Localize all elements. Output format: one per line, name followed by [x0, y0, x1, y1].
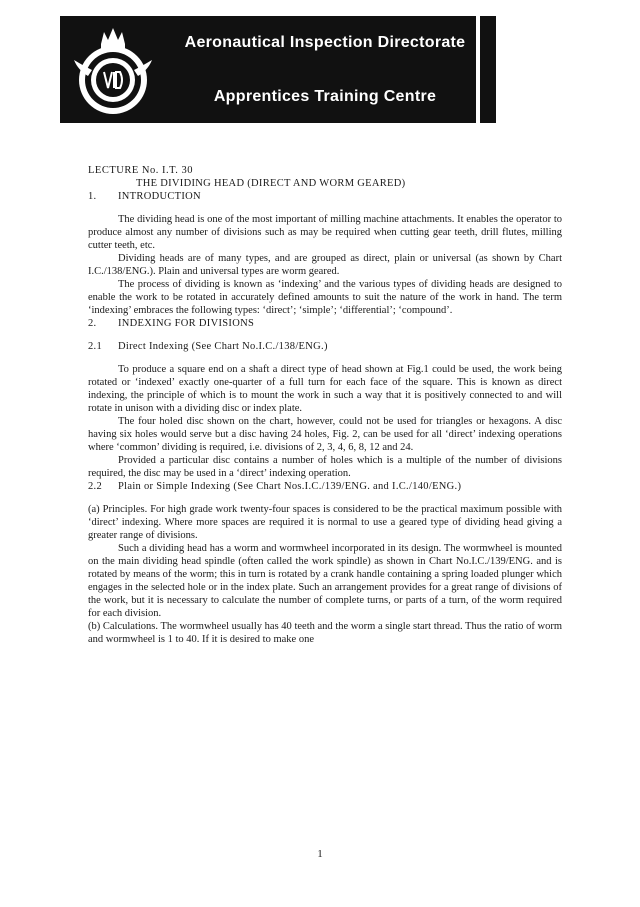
document-title: THE DIVIDING HEAD (DIRECT AND WORM GEARED) [136, 178, 406, 189]
paragraph: To produce a square end on a shaft a direct type of head shown at Fig.1 could be used, the work being rotated or ‘indexed’ exactly one-quarter of a full turn for each face of the square. This is known as direct indexing, the principle of which is to mount the work in such a way that it is positively connected to and will rotate in unison with a dividing disc or index plate. [88, 364, 562, 414]
paragraph: Such a dividing head has a worm and wormwheel incorporated in its design. The wormwheel is mounted on the main dividing head spindle (often called the work spindle) as shown in Chart No.I.C./139/ENG. and is rotated by means of the worm; this in turn is rotated by a crank handle containing a spring loaded plunger which engages in the selected hole or in the index plate. Such an arrangement provides for a great range of divisions of the work, but it is necessary to calculate the number of complete turns, or parts of a turn, of the worm required for each division. [88, 543, 562, 619]
header-banner [60, 16, 496, 123]
paragraph: Provided a particular disc contains a number of holes which is a multiple of the number of divisions required, the disc may be used in a ‘direct’ indexing operation. [88, 455, 562, 479]
section-number: 1. [88, 191, 97, 202]
paragraph: The dividing head is one of the most important of milling machine attachments. It enables the operator to produce almost any number of divisions such as may be required when cutting gear teeth, drill flutes, milling cutter teeth, etc. [88, 214, 562, 251]
banner-divider [476, 16, 480, 123]
section-number: 2.1 [88, 341, 103, 352]
paragraph: The process of dividing is known as ‘indexing’ and the various types of dividing heads are designed to enable the work to be rotated in accurately defined amounts to suit the nature of the work in hand. The term ‘indexing’ embraces the following types: ‘direct’; ‘simple’; ‘differential’; ‘compound’. [88, 279, 562, 316]
paragraph: The four holed disc shown on the chart, however, could not be used for triangles or hexagons. A disc having six holes would serve but a disc having 24 holes, Fig. 2, can be used for all ‘direct’ indexing operations where ‘common’ dividing is required, i.e. divisions of 2, 3, 4, 6, 8, 12 and 24. [88, 416, 562, 453]
banner-subtitle: Apprentices Training Centre [213, 88, 437, 105]
section-title: INDEXING FOR DIVISIONS [118, 318, 255, 329]
section-title: Plain or Simple Indexing (See Chart Nos.I.C./139/ENG. and I.C./140/ENG.) [118, 481, 462, 492]
section-title: INTRODUCTION [118, 191, 201, 202]
aid-crest-logo-icon [68, 22, 158, 118]
paragraph-calculations: (b) Calculations. The wormwheel usually has 40 teeth and the worm a single start thread. Thus the ratio of worm and wormwheel is 1 to 40. If it is desired to make one [88, 621, 562, 645]
section-heading-introduction [88, 190, 562, 203]
paragraph: Dividing heads are of many types, and are grouped as direct, plain or universal (as shown by Chart I.C./138/ENG.). Plain and universal types are worm geared. [88, 253, 562, 277]
paragraph-principles: (a) Principles. For high grade work twenty-four spaces is considered to be the practical maximum possible with ‘direct’ indexing. Where more spaces are required it is normal to use a geared type of dividing head giving a greater range of divisions. [88, 504, 562, 541]
section-number: 2. [88, 318, 97, 329]
page-number: 1 [317, 848, 323, 860]
document-body [88, 164, 562, 646]
lecture-number: LECTURE No. I.T. 30 [88, 165, 193, 176]
banner-title: Aeronautical Inspection Directorate [184, 34, 466, 51]
section-title: Direct Indexing (See Chart No.I.C./138/ENG.) [118, 341, 328, 352]
section-heading-direct-indexing [88, 340, 562, 353]
section-heading-plain-indexing [88, 480, 562, 493]
section-number: 2.2 [88, 481, 103, 492]
section-heading-indexing [88, 317, 562, 330]
